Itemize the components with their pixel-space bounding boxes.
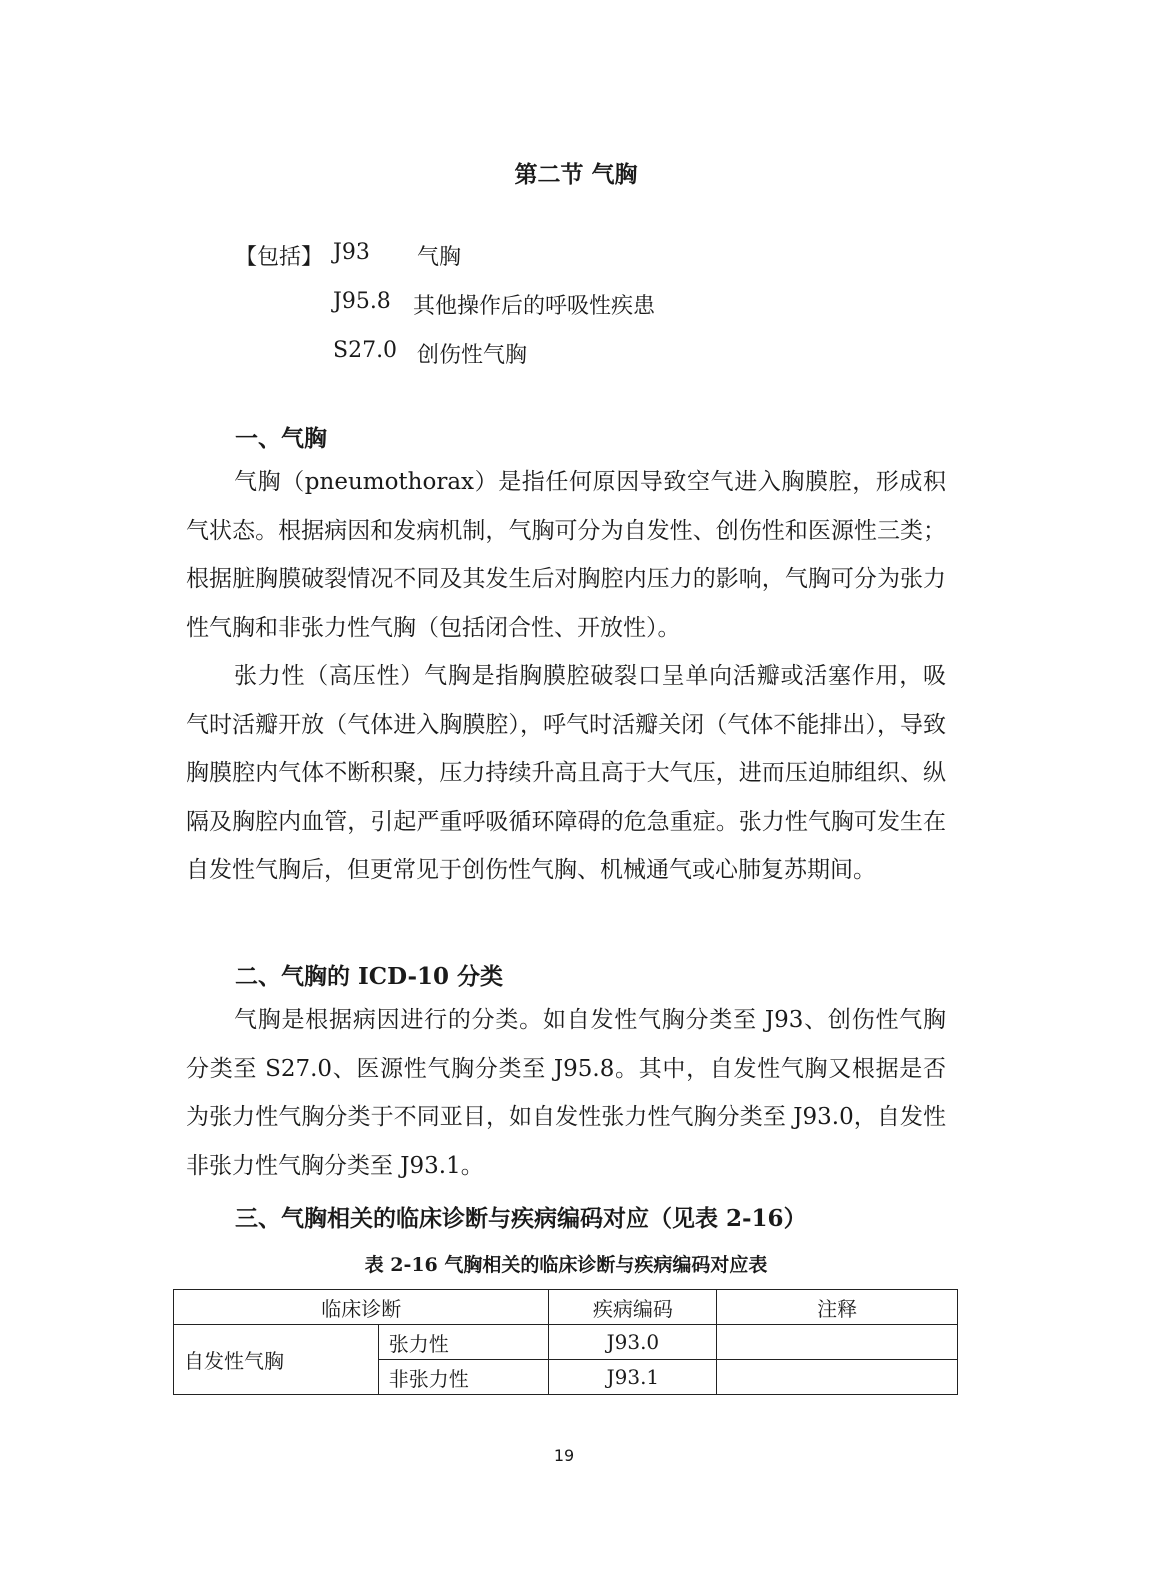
includes-block xyxy=(235,240,835,380)
note-cell xyxy=(717,1360,958,1395)
page-number: 19 xyxy=(553,1446,575,1465)
include-desc: 创伤性气胸 xyxy=(417,343,528,368)
group-cell: 自发性气胸 xyxy=(174,1325,379,1395)
subtype-cell: 非张力性 xyxy=(378,1360,549,1395)
header-cell: 临床诊断 xyxy=(174,1290,549,1325)
section-title: 第二节 气胸 xyxy=(514,161,638,188)
section-heading: 二、气胸的 ICD-10 分类 xyxy=(235,963,504,990)
paragraph: 张力性（高压性）气胸是指胸膜腔破裂口呈单向活瓣或活塞作用，吸气时活瓣开放（气体进入胸膜腔），呼气时活瓣关闭（气体不能排出），导致胸膜腔内气体不断积聚，压力持续升高且高于大气压，进而压迫肺组织、纵隔及胸腔内血管，引起严重呼吸循环障碍的危急重症。张力性气胸可发生在自发性气胸后，但更常见于创伤性气胸、机械通气或心肺复苏期间。 xyxy=(186,663,946,883)
include-code: J95.8 xyxy=(333,289,391,314)
include-code: J93 xyxy=(333,240,370,265)
paragraph: 气胸（pneumothorax）是指任何原因导致空气进入胸膜腔，形成积气状态。根据病因和发病机制，气胸可分为自发性、创伤性和医源性三类；根据脏胸膜破裂情况不同及其发生后对胸腔内压力的影响，气胸可分为张力性气胸和非张力性气胸（包括闭合性、开放性）。 xyxy=(186,469,946,641)
section-heading: 一、气胸 xyxy=(235,425,327,452)
header-cell: 疾病编码 xyxy=(549,1290,717,1325)
subtype-cell: 张力性 xyxy=(378,1325,549,1360)
table-row xyxy=(174,1325,958,1360)
includes-label: 【包括】 xyxy=(235,245,324,270)
code-cell: J93.1 xyxy=(549,1360,717,1395)
paragraph: 气胸是根据病因进行的分类。如自发性气胸分类至 J93、创伤性气胸分类至 S27.0、医源性气胸分类至 J95.8。其中，自发性气胸又根据是否为张力性气胸分类于不同亚目，如自发性张力性气胸分类至 J93.0，自发性非张力性气胸分类至 J93.1。 xyxy=(186,1007,946,1179)
section-heading: 三、气胸相关的临床诊断与疾病编码对应（见表 2-16） xyxy=(235,1205,807,1232)
table-caption: 表 2-16 气胸相关的临床诊断与疾病编码对应表 xyxy=(364,1254,768,1276)
include-code: S27.0 xyxy=(333,338,398,363)
code-table xyxy=(173,1289,958,1395)
include-desc: 气胸 xyxy=(417,245,462,270)
table-header-row xyxy=(174,1290,958,1325)
note-cell xyxy=(717,1325,958,1360)
header-cell: 注释 xyxy=(717,1290,958,1325)
include-desc: 其他操作后的呼吸性疾患 xyxy=(413,294,656,319)
code-cell: J93.0 xyxy=(549,1325,717,1360)
